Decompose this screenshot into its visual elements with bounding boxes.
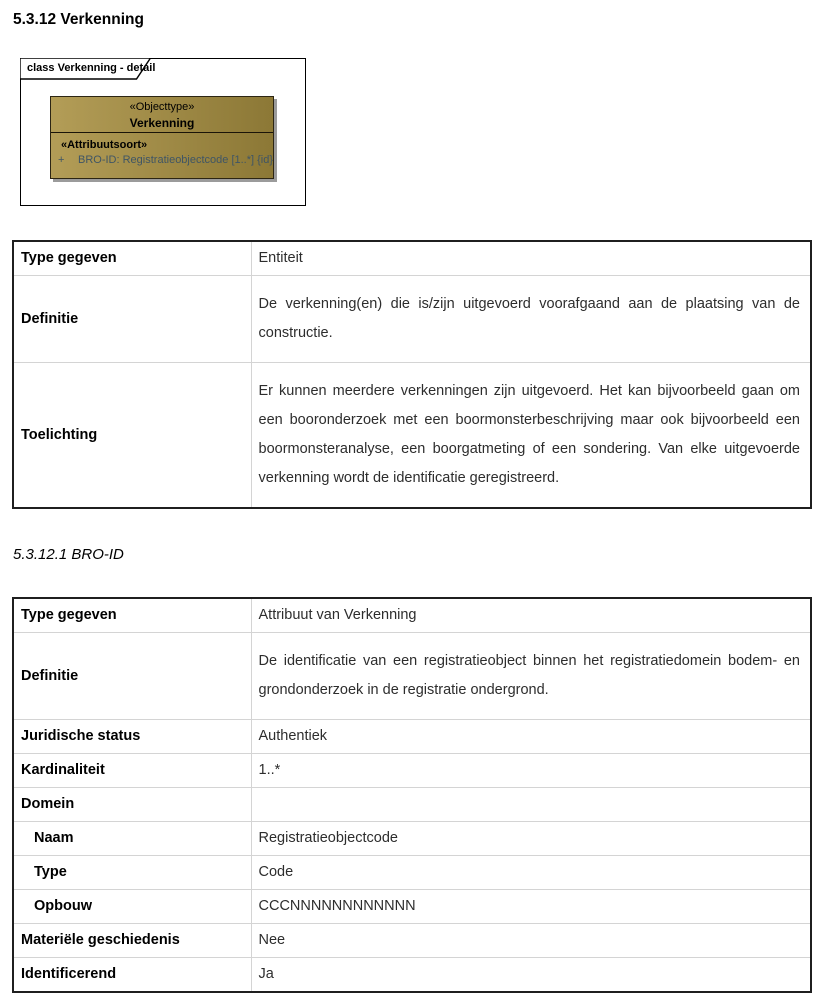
row-label: Type: [13, 856, 251, 890]
table-row: [13, 822, 811, 856]
row-value: Registratieobjectcode: [251, 822, 811, 856]
uml-diagram-frame: [20, 58, 306, 206]
attribute-subheading: 5.3.12.1 BRO-ID: [13, 546, 124, 563]
row-label: Naam: [13, 822, 251, 856]
table-row: [13, 754, 811, 788]
row-value: Ja: [251, 958, 811, 993]
uml-attribute-text: BRO-ID: Registratieobjectcode [1..*] {id}: [78, 154, 274, 166]
table-row: [13, 856, 811, 890]
row-label: Juridische status: [13, 720, 251, 754]
row-label: Type gegeven: [13, 598, 251, 633]
attribute-spec-table-body: [13, 598, 811, 992]
uml-class-box: [50, 96, 274, 179]
row-value: CCCNNNNNNNNNNNN: [251, 890, 811, 924]
section-heading: 5.3.12 Verkenning: [13, 11, 144, 28]
table-row: [13, 890, 811, 924]
table-row: [13, 633, 811, 720]
table-row: [13, 720, 811, 754]
uml-frame-label: class Verkenning - detail: [27, 62, 156, 74]
table-row: [13, 241, 811, 276]
row-value: Code: [251, 856, 811, 890]
row-value: De verkenning(en) die is/zijn uitgevoerd voorafgaand aan de plaatsing van de constructie.: [251, 276, 811, 363]
row-value: [251, 788, 811, 822]
row-value: Authentiek: [251, 720, 811, 754]
table-row: [13, 788, 811, 822]
row-label: Kardinaliteit: [13, 754, 251, 788]
table-row: [13, 598, 811, 633]
table-row: [13, 924, 811, 958]
table-row: [13, 276, 811, 363]
row-label: Definitie: [13, 633, 251, 720]
uml-class-attributes: [51, 133, 273, 168]
uml-class-header: [51, 97, 273, 133]
row-value: Nee: [251, 924, 811, 958]
row-value: Er kunnen meerdere verkenningen zijn uitgevoerd. Het kan bijvoorbeeld gaan om een booronderzoek met een boormonsterbeschrijving maar ook bijvoorbeeld een boormonsteranalyse, een boorgatmeting of een sondering. Van elke uitgevoerde verkenning wordt de identificatie geregistreerd.: [251, 363, 811, 509]
uml-class-stereotype: «Objecttype»: [129, 101, 195, 113]
row-label: Definitie: [13, 276, 251, 363]
uml-attribute-line: [51, 153, 273, 168]
row-label: Type gegeven: [13, 241, 251, 276]
row-label: Domein: [13, 788, 251, 822]
table-row: [13, 958, 811, 993]
row-value: Attribuut van Verkenning: [251, 598, 811, 633]
attribute-spec-table: [12, 597, 812, 993]
row-label: Opbouw: [13, 890, 251, 924]
row-label: Toelichting: [13, 363, 251, 509]
entity-spec-table: [12, 240, 812, 509]
row-value: 1..*: [251, 754, 811, 788]
uml-attribute-section-label: «Attribuutsoort»: [61, 139, 148, 151]
row-label: Identificerend: [13, 958, 251, 993]
table-row: [13, 363, 811, 509]
row-value: Entiteit: [251, 241, 811, 276]
entity-spec-table-body: [13, 241, 811, 508]
row-value: De identificatie van een registratieobject binnen het registratiedomein bodem- en grondonderzoek in de registratie ondergrond.: [251, 633, 811, 720]
uml-class-name: Verkenning: [129, 116, 195, 130]
uml-visibility-plus: +: [58, 154, 65, 166]
row-label: Materiële geschiedenis: [13, 924, 251, 958]
